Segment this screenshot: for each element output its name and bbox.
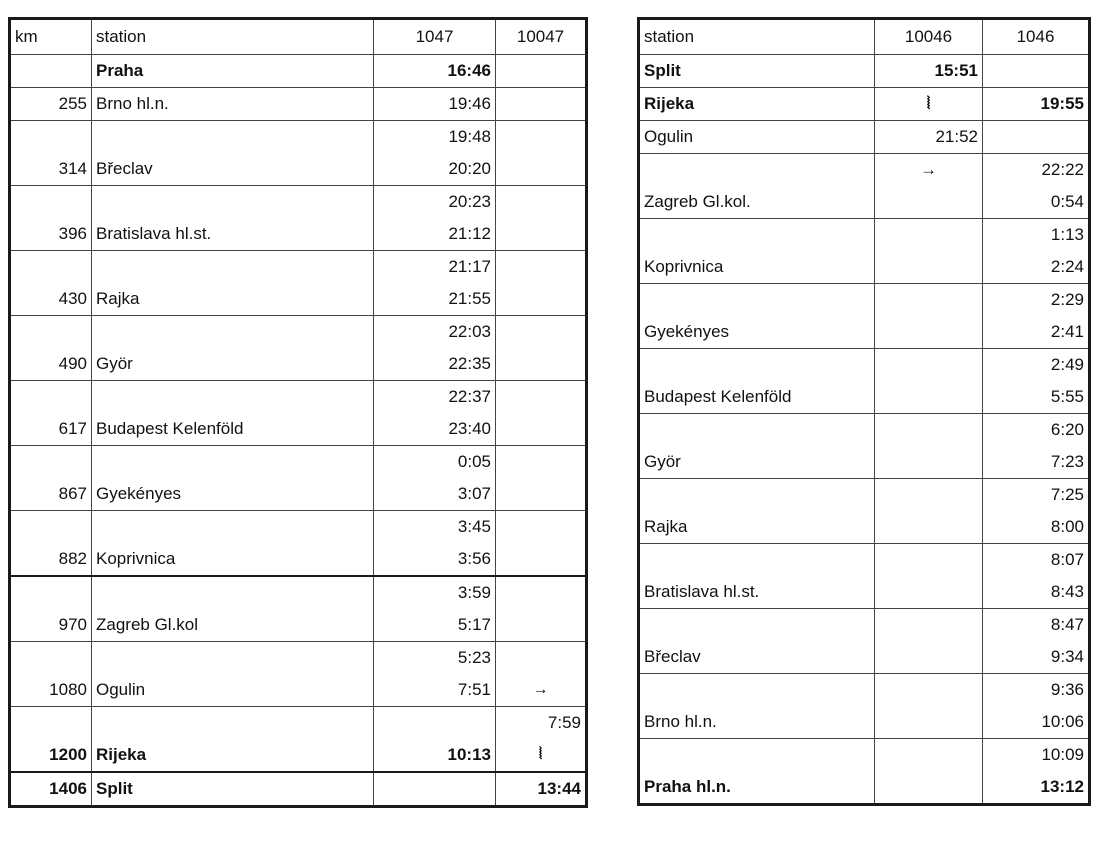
- station-cell: [639, 544, 875, 577]
- time-cell: 7:59: [496, 707, 587, 740]
- time-cell: 5:17: [374, 609, 496, 642]
- station-cell: Györ: [92, 348, 374, 381]
- station-cell: Rijeka: [639, 88, 875, 121]
- time-cell: [496, 55, 587, 88]
- time-cell: 15:51: [875, 55, 983, 88]
- table-row: [639, 154, 1090, 187]
- km-cell: [10, 511, 92, 544]
- table-row: [10, 381, 587, 414]
- station-cell: Zagreb Gl.kol.: [639, 186, 875, 219]
- time-cell: [374, 707, 496, 740]
- time-cell: [983, 55, 1090, 88]
- time-cell: [875, 641, 983, 674]
- table-row: [639, 284, 1090, 317]
- time-cell: [875, 739, 983, 772]
- station-cell: Budapest Kelenföld: [92, 413, 374, 446]
- table-row: [639, 576, 1090, 609]
- station-cell: Budapest Kelenföld: [639, 381, 875, 414]
- table-row: [639, 219, 1090, 252]
- km-cell: [10, 381, 92, 414]
- time-cell: [496, 413, 587, 446]
- time-cell: 10:09: [983, 739, 1090, 772]
- time-cell: [496, 576, 587, 609]
- table-row: [10, 316, 587, 349]
- time-cell: 21:55: [374, 283, 496, 316]
- table-row: [639, 186, 1090, 219]
- time-cell: [875, 479, 983, 512]
- time-cell: 2:29: [983, 284, 1090, 317]
- table-row: [10, 251, 587, 284]
- header-row: [10, 19, 587, 55]
- station-cell: [92, 576, 374, 609]
- km-cell: 970: [10, 609, 92, 642]
- time-cell: →: [496, 674, 587, 707]
- station-cell: [92, 642, 374, 675]
- timetable-1047-10047: [8, 17, 588, 808]
- time-cell: [875, 251, 983, 284]
- time-cell: [496, 543, 587, 576]
- station-cell: Split: [639, 55, 875, 88]
- table-row: [639, 414, 1090, 447]
- table-row: [639, 739, 1090, 772]
- time-cell: [875, 316, 983, 349]
- table-row: [639, 511, 1090, 544]
- time-cell: [496, 316, 587, 349]
- station-cell: Györ: [639, 446, 875, 479]
- time-cell: →: [875, 154, 983, 187]
- km-cell: 617: [10, 413, 92, 446]
- timetable-10046-1046: [637, 17, 1091, 806]
- station-cell: [639, 479, 875, 512]
- km-cell: 430: [10, 283, 92, 316]
- station-cell: Praha: [92, 55, 374, 88]
- header-station: station: [639, 19, 875, 55]
- table-row: [10, 707, 587, 740]
- station-cell: [92, 186, 374, 219]
- time-cell: 8:47: [983, 609, 1090, 642]
- time-cell: 8:07: [983, 544, 1090, 577]
- station-cell: Koprivnica: [639, 251, 875, 284]
- time-cell: [875, 706, 983, 739]
- km-cell: [10, 707, 92, 740]
- time-cell: 20:20: [374, 153, 496, 186]
- time-cell: [496, 251, 587, 284]
- station-cell: Rajka: [639, 511, 875, 544]
- table-row: [10, 674, 587, 707]
- table-row: [10, 446, 587, 479]
- station-cell: [92, 121, 374, 154]
- time-cell: [983, 121, 1090, 154]
- time-cell: 6:20: [983, 414, 1090, 447]
- table-row: [10, 55, 587, 88]
- time-cell: 0:05: [374, 446, 496, 479]
- table-row: [639, 771, 1090, 805]
- table-row: [10, 413, 587, 446]
- time-cell: 1:13: [983, 219, 1090, 252]
- table-row: [10, 121, 587, 154]
- station-cell: [92, 446, 374, 479]
- time-cell: 22:35: [374, 348, 496, 381]
- time-cell: [496, 153, 587, 186]
- time-cell: ⦚: [496, 739, 587, 772]
- station-cell: Zagreb Gl.kol: [92, 609, 374, 642]
- table-row: [10, 218, 587, 251]
- station-cell: Gyekényes: [92, 478, 374, 511]
- table-row: [639, 88, 1090, 121]
- time-cell: [875, 414, 983, 447]
- time-cell: 3:45: [374, 511, 496, 544]
- table-row: [639, 674, 1090, 707]
- time-cell: [496, 446, 587, 479]
- station-cell: [92, 316, 374, 349]
- time-cell: 7:23: [983, 446, 1090, 479]
- time-cell: 22:22: [983, 154, 1090, 187]
- time-cell: 2:24: [983, 251, 1090, 284]
- station-cell: Koprivnica: [92, 543, 374, 576]
- km-cell: [10, 55, 92, 88]
- header-train-10047: 10047: [496, 19, 587, 55]
- km-cell: [10, 251, 92, 284]
- time-cell: 19:46: [374, 88, 496, 121]
- table-row: [10, 642, 587, 675]
- timetable-body: [639, 19, 1090, 805]
- time-cell: [496, 218, 587, 251]
- km-cell: 1406: [10, 772, 92, 807]
- station-cell: [639, 609, 875, 642]
- km-cell: [10, 316, 92, 349]
- table-row: [639, 349, 1090, 382]
- station-cell: [639, 284, 875, 317]
- time-cell: 20:23: [374, 186, 496, 219]
- table-row: [10, 88, 587, 121]
- station-cell: [92, 707, 374, 740]
- time-cell: 22:37: [374, 381, 496, 414]
- km-cell: 314: [10, 153, 92, 186]
- station-cell: [92, 511, 374, 544]
- table-row: [639, 381, 1090, 414]
- station-cell: Břeclav: [639, 641, 875, 674]
- time-cell: 0:54: [983, 186, 1090, 219]
- time-cell: [496, 88, 587, 121]
- time-cell: [875, 446, 983, 479]
- station-cell: [639, 154, 875, 187]
- time-cell: 7:25: [983, 479, 1090, 512]
- table-row: [639, 316, 1090, 349]
- time-cell: 22:03: [374, 316, 496, 349]
- station-cell: Rijeka: [92, 739, 374, 772]
- station-cell: Brno hl.n.: [92, 88, 374, 121]
- time-cell: [496, 348, 587, 381]
- km-cell: 490: [10, 348, 92, 381]
- table-row: [639, 446, 1090, 479]
- time-cell: [875, 576, 983, 609]
- km-cell: [10, 576, 92, 609]
- table-row: [10, 153, 587, 186]
- station-cell: Rajka: [92, 283, 374, 316]
- station-cell: Bratislava hl.st.: [92, 218, 374, 251]
- table-row: [639, 544, 1090, 577]
- km-cell: [10, 642, 92, 675]
- table-row: [10, 283, 587, 316]
- time-cell: [875, 609, 983, 642]
- time-cell: 23:40: [374, 413, 496, 446]
- table-row: [639, 609, 1090, 642]
- km-cell: 1080: [10, 674, 92, 707]
- time-cell: 21:17: [374, 251, 496, 284]
- time-cell: [875, 284, 983, 317]
- station-cell: Split: [92, 772, 374, 807]
- table-row: [639, 251, 1090, 284]
- station-cell: [639, 349, 875, 382]
- header-station: station: [92, 19, 374, 55]
- time-cell: 5:23: [374, 642, 496, 675]
- time-cell: 13:12: [983, 771, 1090, 805]
- time-cell: 5:55: [983, 381, 1090, 414]
- time-cell: 2:41: [983, 316, 1090, 349]
- time-cell: 2:49: [983, 349, 1090, 382]
- time-cell: [496, 121, 587, 154]
- time-cell: 21:52: [875, 121, 983, 154]
- time-cell: 19:48: [374, 121, 496, 154]
- table-row: [10, 772, 587, 807]
- time-cell: 16:46: [374, 55, 496, 88]
- time-cell: [496, 381, 587, 414]
- time-cell: ⦚: [875, 88, 983, 121]
- time-cell: [374, 772, 496, 807]
- time-cell: [496, 283, 587, 316]
- km-cell: 255: [10, 88, 92, 121]
- time-cell: 7:51: [374, 674, 496, 707]
- time-cell: 10:13: [374, 739, 496, 772]
- table-row: [639, 479, 1090, 512]
- header-km: km: [10, 19, 92, 55]
- header-train-10046: 10046: [875, 19, 983, 55]
- time-cell: [496, 642, 587, 675]
- table-row: [639, 121, 1090, 154]
- time-cell: [875, 544, 983, 577]
- time-cell: [875, 349, 983, 382]
- header-train-1047: 1047: [374, 19, 496, 55]
- station-cell: Gyekényes: [639, 316, 875, 349]
- km-cell: [10, 186, 92, 219]
- station-cell: [639, 674, 875, 707]
- km-cell: 882: [10, 543, 92, 576]
- station-cell: [92, 381, 374, 414]
- station-cell: [639, 414, 875, 447]
- km-cell: 867: [10, 478, 92, 511]
- station-cell: Brno hl.n.: [639, 706, 875, 739]
- table-row: [10, 511, 587, 544]
- time-cell: [875, 186, 983, 219]
- station-cell: [639, 739, 875, 772]
- station-cell: [92, 251, 374, 284]
- station-cell: Břeclav: [92, 153, 374, 186]
- time-cell: [496, 478, 587, 511]
- time-cell: [875, 219, 983, 252]
- header-train-1046: 1046: [983, 19, 1090, 55]
- time-cell: [496, 511, 587, 544]
- header-row: [639, 19, 1090, 55]
- time-cell: [496, 186, 587, 219]
- time-cell: [875, 674, 983, 707]
- time-cell: 10:06: [983, 706, 1090, 739]
- km-cell: [10, 446, 92, 479]
- time-cell: [875, 511, 983, 544]
- table-row: [639, 55, 1090, 88]
- table-row: [10, 186, 587, 219]
- time-cell: 9:36: [983, 674, 1090, 707]
- time-cell: [875, 381, 983, 414]
- time-cell: 9:34: [983, 641, 1090, 674]
- km-cell: 396: [10, 218, 92, 251]
- table-row: [10, 348, 587, 381]
- table-row: [10, 478, 587, 511]
- time-cell: [496, 609, 587, 642]
- station-cell: Praha hl.n.: [639, 771, 875, 805]
- km-cell: 1200: [10, 739, 92, 772]
- time-cell: 19:55: [983, 88, 1090, 121]
- time-cell: 3:56: [374, 543, 496, 576]
- time-cell: 3:07: [374, 478, 496, 511]
- station-cell: Ogulin: [639, 121, 875, 154]
- time-cell: 3:59: [374, 576, 496, 609]
- time-cell: 21:12: [374, 218, 496, 251]
- table-row: [10, 576, 587, 609]
- table-row: [10, 739, 587, 772]
- table-row: [10, 609, 587, 642]
- time-cell: 8:00: [983, 511, 1090, 544]
- table-row: [639, 706, 1090, 739]
- station-cell: Bratislava hl.st.: [639, 576, 875, 609]
- station-cell: Ogulin: [92, 674, 374, 707]
- time-cell: [875, 771, 983, 805]
- table-row: [639, 641, 1090, 674]
- timetable-body: [10, 19, 587, 807]
- time-cell: 13:44: [496, 772, 587, 807]
- table-row: [10, 543, 587, 576]
- km-cell: [10, 121, 92, 154]
- time-cell: 8:43: [983, 576, 1090, 609]
- station-cell: [639, 219, 875, 252]
